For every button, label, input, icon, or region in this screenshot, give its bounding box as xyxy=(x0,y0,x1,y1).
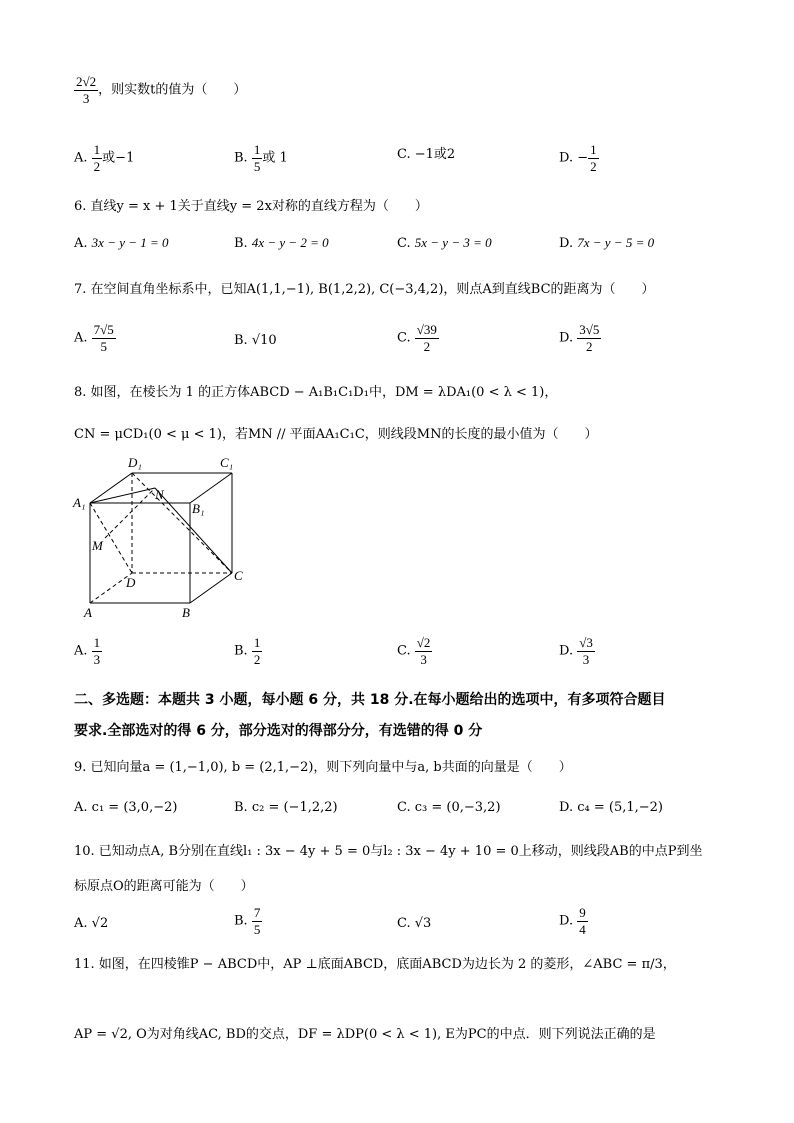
q6-stem: 6. 直线y = x + 1关于直线y = 2x对称的直线方程为（ ） xyxy=(74,199,428,214)
q5-choice-d[interactable]: D. − $\frac{1}{2}$ xyxy=(559,142,597,174)
q7-stem: 7. 在空间直角坐标系中，已知A(1,1,−1), B(1,2,2), C(−3,4,2)，则点A到直线BC的距离为（ ） xyxy=(74,282,655,297)
label-b: B xyxy=(182,605,190,620)
q6-choice-a[interactable]: A. 3x − y − 1 = 0 xyxy=(74,235,169,251)
label-c1: C₁ xyxy=(220,455,234,470)
q11-stem-line2: AP = √2, O为对角线AC, BD的交点，DF = λDP(0 < λ < 1), E为PC的中点．则下列说法正确的是 xyxy=(74,1027,656,1042)
q9-choice-c[interactable]: C. c₃ = (0,−3,2) xyxy=(397,800,501,815)
section2-heading-line2: 要求.全部选对的得 6 分，部分选对的得部分分，有选错的得 0 分 xyxy=(74,723,483,739)
label-d1: D₁ xyxy=(128,455,142,470)
q6-choice-d[interactable]: D. 7x − y − 5 = 0 xyxy=(559,235,655,251)
q7-choice-d[interactable]: D. $\frac{3√5}{2}$ xyxy=(559,322,600,354)
label-n: N xyxy=(155,487,164,502)
q8-stem-line2: CN = μCD₁(0 < μ < 1)，若MN // 平面AA₁C₁C，则线段MN的长度的最小值为（ ） xyxy=(74,427,598,442)
q10-choice-c[interactable]: C. √3 xyxy=(397,916,432,931)
label-m: M xyxy=(92,538,103,553)
q9-choice-a[interactable]: A. c₁ = (3,0,−2) xyxy=(74,800,178,815)
label-c: C xyxy=(234,568,243,583)
q5-choice-a[interactable]: A. $\frac{1}{2}$ 或−1 xyxy=(74,142,135,174)
label-a: A xyxy=(84,605,92,620)
q10-choice-b[interactable]: B. $\frac{7}{5}$ xyxy=(234,905,261,937)
q9-choice-d[interactable]: D. c₄ = (5,1,−2) xyxy=(559,800,663,815)
q7-choice-a[interactable]: A. $\frac{7√5}{5}$ xyxy=(74,322,114,354)
q8-stem-line1: 8. 如图，在棱长为 1 的正方体ABCD − A₁B₁C₁D₁中，DM = λDA₁(0 < λ < 1)， xyxy=(74,385,558,400)
q5-lead-line: $\frac{2√2}{3}$ ，则实数t的值为（ ） xyxy=(76,74,247,106)
q9-stem: 9. 已知向量a = (1,−1,0), b = (2,1,−2)，则下列向量中与a, b共面的向量是（ ） xyxy=(74,760,572,775)
q10-choice-a[interactable]: A. √2 xyxy=(74,916,109,931)
q8-choice-d[interactable]: D. $\frac{√3}{3}$ xyxy=(559,635,593,667)
q9-choice-b[interactable]: B. c₂ = (−1,2,2) xyxy=(234,800,338,815)
cube-figure xyxy=(70,455,260,620)
label-a1: A₁ xyxy=(73,495,86,510)
q6-choice-c[interactable]: C. 5x − y − 3 = 0 xyxy=(397,235,492,251)
section2-heading-line1: 二、多选题：本题共 3 小题，每小题 6 分，共 18 分.在每小题给出的选项中，有多项符合题目 xyxy=(74,692,666,708)
q7-choice-b[interactable]: B. √10 xyxy=(234,333,277,348)
q8-choice-c[interactable]: C. $\frac{√2}{3}$ xyxy=(397,635,431,667)
q10-stem-line2: 标原点O的距离可能为（ ） xyxy=(74,879,254,894)
q5-choice-c[interactable]: C. −1或2 xyxy=(397,147,456,162)
q10-stem-line1: 10. 已知动点A, B分别在直线l₁ : 3x − 4y + 5 = 0与l₂ : 3x − 4y + 10 = 0上移动，则线段AB的中点P到坐 xyxy=(74,844,703,859)
q7-choice-c[interactable]: C. $\frac{√39}{2}$ xyxy=(397,322,437,354)
q5-lead-fraction: $\frac{2√2}{3}$ xyxy=(76,74,97,106)
q8-choice-a[interactable]: A. $\frac{1}{3}$ xyxy=(74,635,101,667)
q6-choice-b[interactable]: B. 4x − y − 2 = 0 xyxy=(234,235,329,251)
label-d: D xyxy=(126,575,136,590)
q8-choice-b[interactable]: B. $\frac{1}{2}$ xyxy=(234,635,261,667)
q11-stem-line1: 11. 如图，在四棱锥P − ABCD中，AP ⊥底面ABCD，底面ABCD为边长为 2 的菱形，∠ABC = π/3， xyxy=(74,957,676,972)
label-b1: B₁ xyxy=(192,501,205,516)
q5-choice-b[interactable]: B. $\frac{1}{5}$ 或 1 xyxy=(234,142,288,174)
q10-choice-d[interactable]: D. $\frac{9}{4}$ xyxy=(559,905,586,937)
